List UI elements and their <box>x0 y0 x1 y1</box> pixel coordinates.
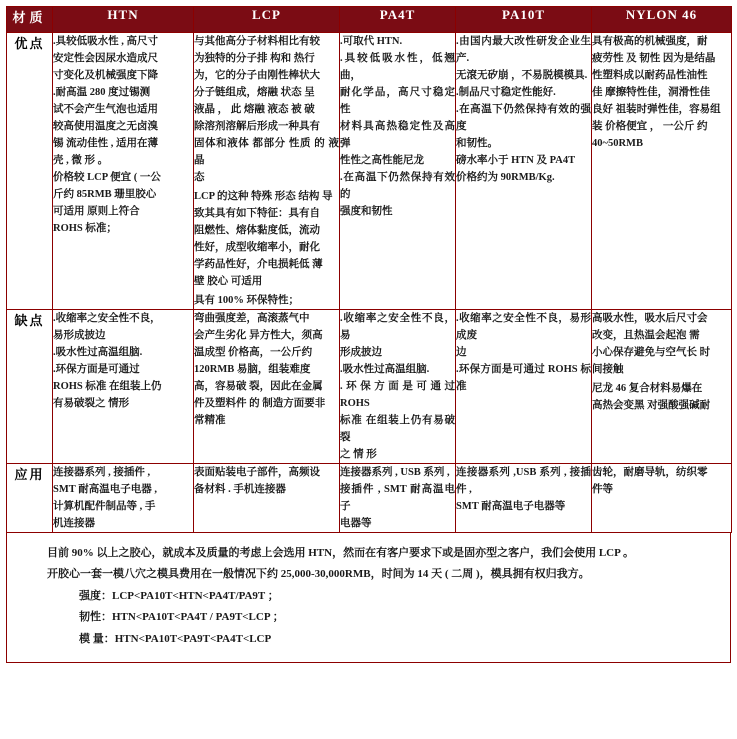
cell-applications-pa10t: 连接器系列 ,USB 系列 , 接插件 , SMT 耐高温电子电器等 <box>456 464 592 533</box>
cell-advantages-nylon46: 具有极高的机械强度，耐 疲劳性 及 韧性 因为是结晶 性塑料成以耐药品性油性 佳 摩擦特性佳，洞滑性佳 良好 祖装时弹性佳，容易组 装 价格便宜 ， 一公斤 约 40~50RMB <box>592 33 732 310</box>
summary-note-strength: 强度：LCP<PA10T<HTN<PA4T/PA9T ； <box>79 589 279 602</box>
cell-disadvantages-lcp: 弯曲强度差，高滚蒸气中 会产生劣化 异方性大，须高 温成型 价格高，一公斤约 120RMB 易脑，组装难度 高，容易破 裂，因此在金属 件及塑料件 的 制造方面要非 常精准 <box>194 310 340 464</box>
row-label-disadvantages: 缺点 <box>7 310 53 464</box>
cell-disadvantages-pa10t: .收缩率之安全性不良，易形成废 边 .环保方面是可通过 ROHS 标准 <box>456 310 592 464</box>
cell-advantages-pa4t: .可取代 HTN. .具较低吸水性，低翘曲， 耐化学品，高尺寸稳定性 材料具高热稳定性及高弹 性性之高性能尼龙 .在高温下仍然保持有效的 强度和韧性 <box>340 33 456 310</box>
row-label-applications: 应用 <box>7 464 53 533</box>
cell-applications-pa4t: 连接器系列 , USB 系列 , 接插件 , SMT 耐高温电子 电器等 <box>340 464 456 533</box>
column-header-pa4t: PA4T <box>340 7 456 33</box>
cell-applications-htn: 连接器系列 , 接插件 , SMT 耐高温电子电器 , 计算机配件制品等 , 手 机连接器 <box>53 464 194 533</box>
summary-note-line: 开胶心一套一模八穴之模具费用在一般情况下约 25,000-30,000RMB，时间为 14 天 ( 二周 )，模具拥有权归我方。 <box>47 568 590 581</box>
table-header <box>7 7 732 33</box>
cell-disadvantages-htn: .收缩率之安全性不良， 易形成披边 .吸水性过高温组脑. .环保方面是可通过 ROHS 标准 在组装上仍 有易破裂之 情形 <box>53 310 194 464</box>
materials-comparison-table <box>6 6 732 533</box>
table-body <box>7 33 732 533</box>
cell-disadvantages-nylon46: 高吸水性，吸水后尺寸会 改变，且热温会起泡 需 小心保存避免与空气长 时 间接触 尼龙 46 复合材料易爆在 高热会变黑 对强酸强碱耐 <box>592 310 732 464</box>
cell-advantages-htn: .具较低吸水性 , 高尺寸 安定性会因尿水造成尺 寸变化及机械强度下降 .耐高温 280 度过锡测 试不会产生气泡也适用 较高使用温度之无卤溴 锡 流动佳性 , 适用在薄 壳 , 微 形 。 价格较 LCP 便宜 ( 一公 斤约 85RMB 珊里胶心 可适用 原则上符合 ROHS 标准； <box>53 33 194 310</box>
cell-disadvantages-pa4t: .收缩率之安全性不良，易 形成披边 .吸水性过高温组脑. .环保方面是可通过 ROHS 标准 在组装上仍有易破裂 之 情 形 <box>340 310 456 464</box>
summary-notes <box>6 533 731 663</box>
header-row <box>7 7 732 33</box>
summary-note-toughness: 韧性：HTN<PA10T<PA4T / PA9T<LCP ； <box>79 611 284 624</box>
column-header-material: 材质 <box>7 7 53 33</box>
table-row <box>7 310 732 464</box>
column-header-pa10t: PA10T <box>456 7 592 33</box>
summary-note-line: 目前 90% 以上之胶心，就成本及质量的考虑上会选用 HTN，然而在有客户要求下或是固亦型之客户，我们会使用 LCP 。 <box>47 547 634 559</box>
table-row <box>7 33 732 310</box>
column-header-nylon46: NYLON 46 <box>592 7 732 33</box>
column-header-lcp: LCP <box>194 7 340 33</box>
cell-advantages-pa10t: .由国内最大改性研发企业生产. 无滾无矽崩 ，不易脱模模具. .制品尺寸稳定性能好. .在高温下仍然保持有效的强度 和韧性。 磅水率小于 HTN 及 PA4T 价格约为 90RMB/Kg. <box>456 33 592 310</box>
summary-note-modulus: 模 量：HTN<PA10T<PA9T<PA4T<LCP <box>79 632 272 645</box>
column-header-htn: HTN <box>53 7 194 33</box>
cell-applications-lcp: 表面贴装电子部件，高频设 备材料 . 手机连接器 <box>194 464 340 533</box>
cell-applications-nylon46: 齿轮，耐磨导轨，纺织零 件等 <box>592 464 732 533</box>
table-row <box>7 464 732 533</box>
cell-advantages-lcp: 与其他高分子材料相比有较 为独特的分子排 构和 热行 为，它的分子由刚性棒状大 分子链组成，熔融 状态 呈 液晶 ， 此 熔融 液态 被 破 除溶剂溶解后形成一种具有 固体和液体 都部分 性质 的 液晶 态 LCP 的这种 特殊 形态 结构 导 致其具有如下特征：具有自 阻燃性、熔体黏度低，流动 性好，成型收缩率小，耐化 学药品性好，介电损耗低 薄 壁 胶心 可适用 具有 100% 环保特性； <box>194 33 340 310</box>
row-label-advantages: 优点 <box>7 33 53 310</box>
